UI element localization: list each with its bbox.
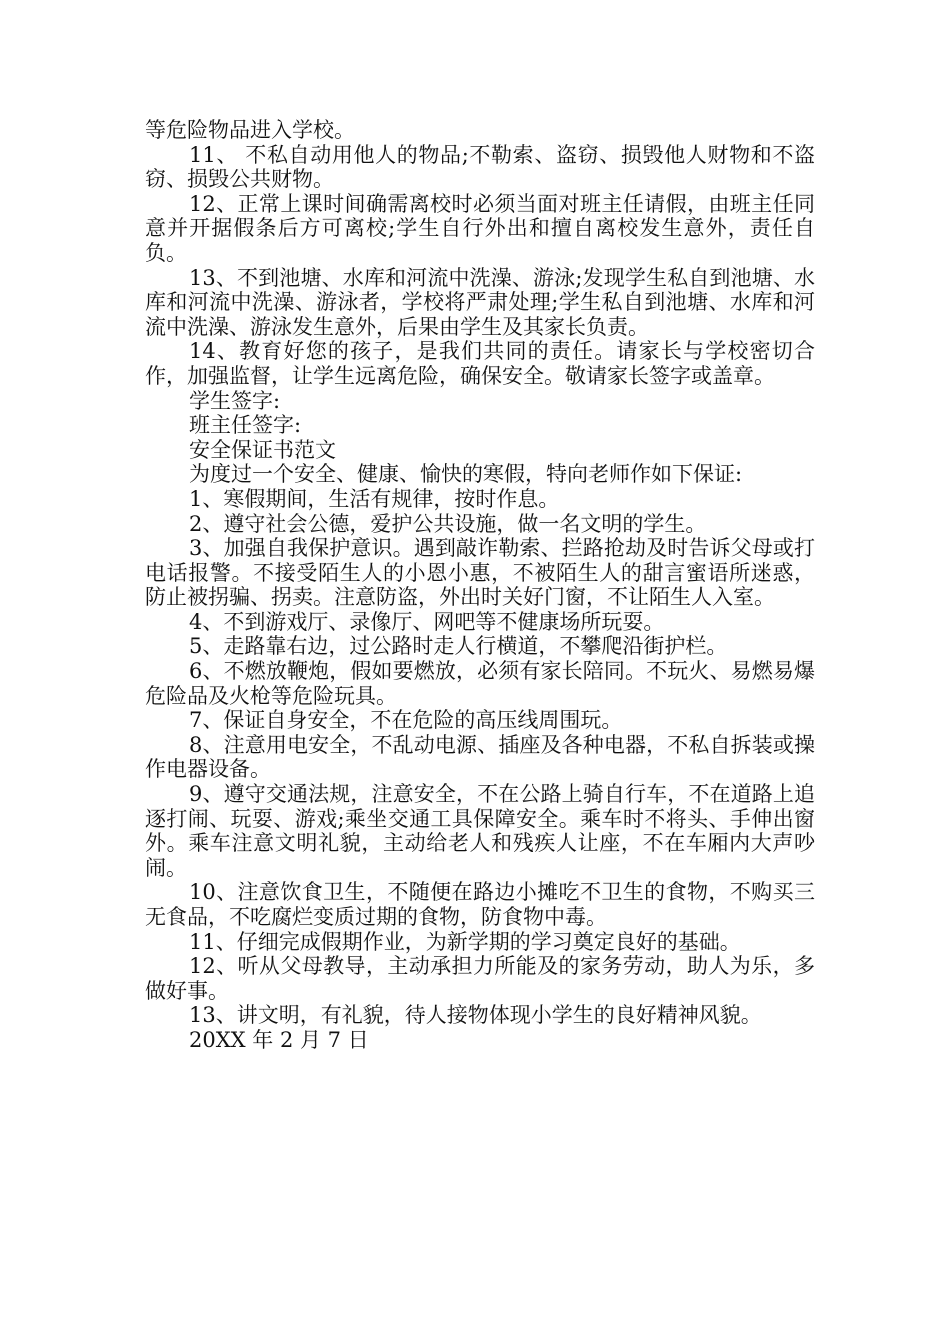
pledge-item-13: 13、讲文明，有礼貌，待人接物体现小学生的良好精神风貌。 [189,1003,762,1028]
pledge-item-8: 8、注意用电安全，不乱动电源、插座及各种电器，不私自拆装或操作电器设备。 [145,732,815,782]
student-signature-line: 学生签字: [189,388,281,413]
pledge-intro: 为度过一个安全、健康、愉快的寒假，特向老师作如下保证: [189,462,743,487]
rule-item-12: 12、正常上课时间确需离校时必须当面对班主任请假，由班主任同意并开据假条后方可离校;学生自行外出和擅自离校发生意外，责任自负。 [145,191,815,265]
pledge-item-4: 4、不到游戏厅、录像厅、网吧等不健康场所玩耍。 [189,609,665,634]
pledge-item-11: 11、仔细完成假期作业，为新学期的学习奠定良好的基础。 [189,929,741,954]
rule-item-14: 14、教育好您的孩子，是我们共同的责任。请家长与学校密切合作，加强监督，让学生远离危险，确保安全。敬请家长签字或盖章。 [145,339,815,388]
paragraph-continuation: 等危险物品进入学校。 [145,118,355,142]
section-heading: 安全保证书范文 [189,437,336,462]
pledge-item-9: 9、遵守交通法规，注意安全，不在公路上骑自行车，不在道路上追逐打闹、玩耍、游戏;乘坐交通工具保障安全。乘车时不将头、手伸出窗外。乘车注意文明礼貌，主动给老人和残疾人让座，不在车厢内大声吵闹。 [145,782,815,880]
pledge-item-12: 12、听从父母教导，主动承担力所能及的家务劳动，助人为乐，多做好事。 [145,954,815,1003]
pledge-item-1: 1、寒假期间，生活有规律，按时作息。 [189,486,560,511]
rule-item-11: 11、 不私自动用他人的物品;不勒索、盗窃、损毁他人财物和不盗窃、损毁公共财物。 [145,142,815,192]
pledge-item-10: 10、注意饮食卫生，不随便在路边小摊吃不卫生的食物，不购买三无食品，不吃腐烂变质过期的食物，防食物中毒。 [145,880,815,929]
pledge-item-7: 7、保证自身安全，不在危险的高压线周围玩。 [189,708,623,733]
pledge-item-6: 6、不燃放鞭炮，假如要燃放，必须有家长陪同。不玩火、易燃易爆危险品及火枪等危险玩具。 [145,659,815,708]
pledge-item-3: 3、加强自我保护意识。遇到敲诈勒索、拦路抢劫及时告诉父母或打电话报警。不接受陌生人的小恩小惠，不被陌生人的甜言蜜语所迷惑，防止被拐骗、拐卖。注意防盗，外出时关好门窗，不让陌生人入室。 [145,536,815,610]
document-date: 20XX 年 2 月 7 日 [189,1027,369,1052]
pledge-item-2: 2、遵守社会公德，爱护公共设施，做一名文明的学生。 [189,511,707,536]
document-body [145,118,815,1053]
teacher-signature-line: 班主任签字: [189,413,302,438]
pledge-item-5: 5、走路靠右边，过公路时走人行横道，不攀爬沿街护栏。 [189,634,728,659]
rule-item-13: 13、不到池塘、水库和河流中洗澡、游泳;发现学生私自到池塘、水库和河流中洗澡、游泳者，学校将严肃处理;学生私自到池塘、水库和河流中洗澡、游泳发生意外，后果由学生及其家长负责。 [145,265,815,339]
